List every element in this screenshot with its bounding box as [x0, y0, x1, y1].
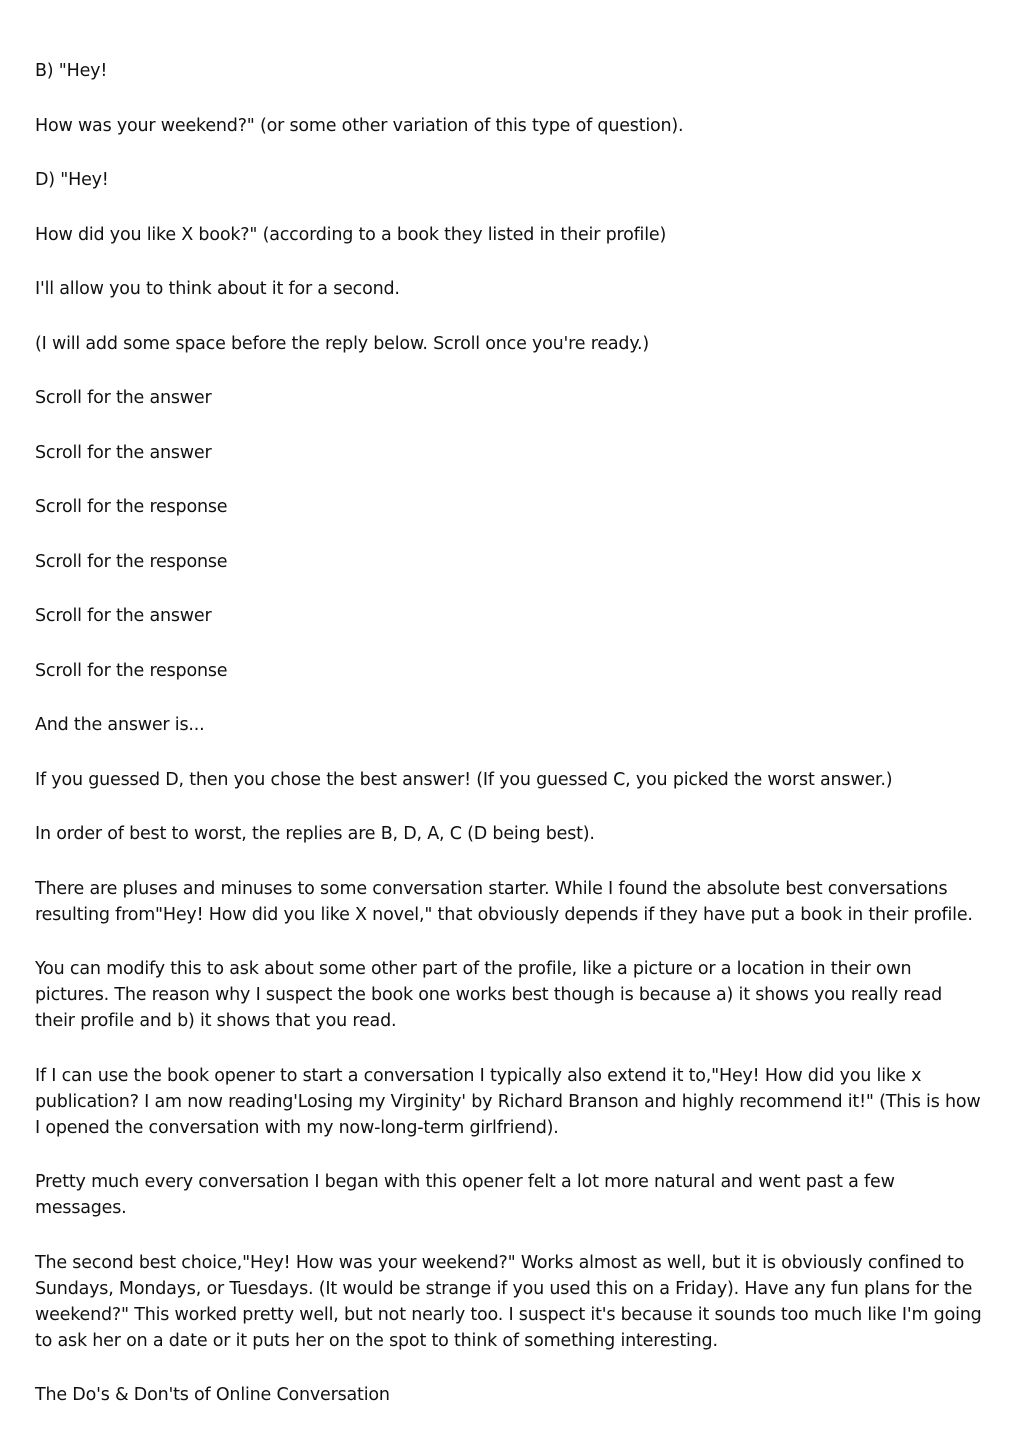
paragraph-scroll-6: Scroll for the response	[35, 660, 228, 681]
paragraph-second-best: The second best choice,"Hey! How was your weekend?" Works almost as well, but it is obviously confined to Sundays, Mondays, or Tuesdays. (It would be strange if you used this on a Friday). Have any fun plans for the weekend?" This worked pretty well, but not nearly too. I suspect it's because it sounds too much like I'm going to ask her on a date or it puts her on the spot to think of something interesting.	[35, 1252, 982, 1351]
paragraph-option-d-question: How did you like X book?" (according to a book they listed in their profile)	[35, 224, 667, 245]
paragraph-answer: If you guessed D, then you chose the best answer! (If you guessed C, you picked the worst answer.)	[35, 769, 893, 790]
paragraph-pluses-minuses: There are pluses and minuses to some conversation starter. While I found the absolute best conversations resulting from"Hey! How did you like X novel," that obviously depends if they have put a book in their profile.	[35, 878, 973, 925]
paragraph-scroll-1: Scroll for the answer	[35, 388, 212, 408]
paragraph-think: I'll allow you to think about it for a second.	[35, 279, 400, 299]
paragraph-book-opener: If I can use the book opener to start a conversation I typically also extend it to,"Hey! How did you like x publication? I am now reading'Losing my Virginity' by Richard Branson and highly recommend it!" (This is how I opened the conversation with my now-long-term girlfriend).	[35, 1065, 981, 1138]
paragraph-modify: You can modify this to ask about some other part of the profile, like a picture or a location in their own pictures. The reason why I suspect the book one works best though is because a) it shows you really read their profile and b) it shows that you read.	[35, 959, 943, 1031]
paragraph-option-b-question: How was your weekend?" (or some other variation of this type of question).	[35, 115, 684, 136]
paragraph-scroll-2: Scroll for the answer	[35, 442, 212, 463]
paragraph-option-b: B) "Hey!	[35, 61, 108, 81]
paragraph-option-d: D) "Hey!	[35, 170, 109, 190]
section-heading: The Do's & Don'ts of Online Conversation	[35, 1385, 390, 1405]
paragraph-ranking: In order of best to worst, the replies are B, D, A, C (D being best).	[35, 824, 595, 844]
paragraph-space-note: (I will add some space before the reply below. Scroll once you're ready.)	[35, 333, 649, 354]
paragraph-natural: Pretty much every conversation I began with this opener felt a lot more natural and went past a few messages.	[35, 1172, 895, 1218]
paragraph-scroll-3: Scroll for the response	[35, 497, 228, 517]
document-body	[35, 58, 985, 1437]
paragraph-scroll-5: Scroll for the answer	[35, 606, 212, 626]
paragraph-scroll-4: Scroll for the response	[35, 551, 228, 572]
paragraph-answer-intro: And the answer is...	[35, 715, 205, 735]
